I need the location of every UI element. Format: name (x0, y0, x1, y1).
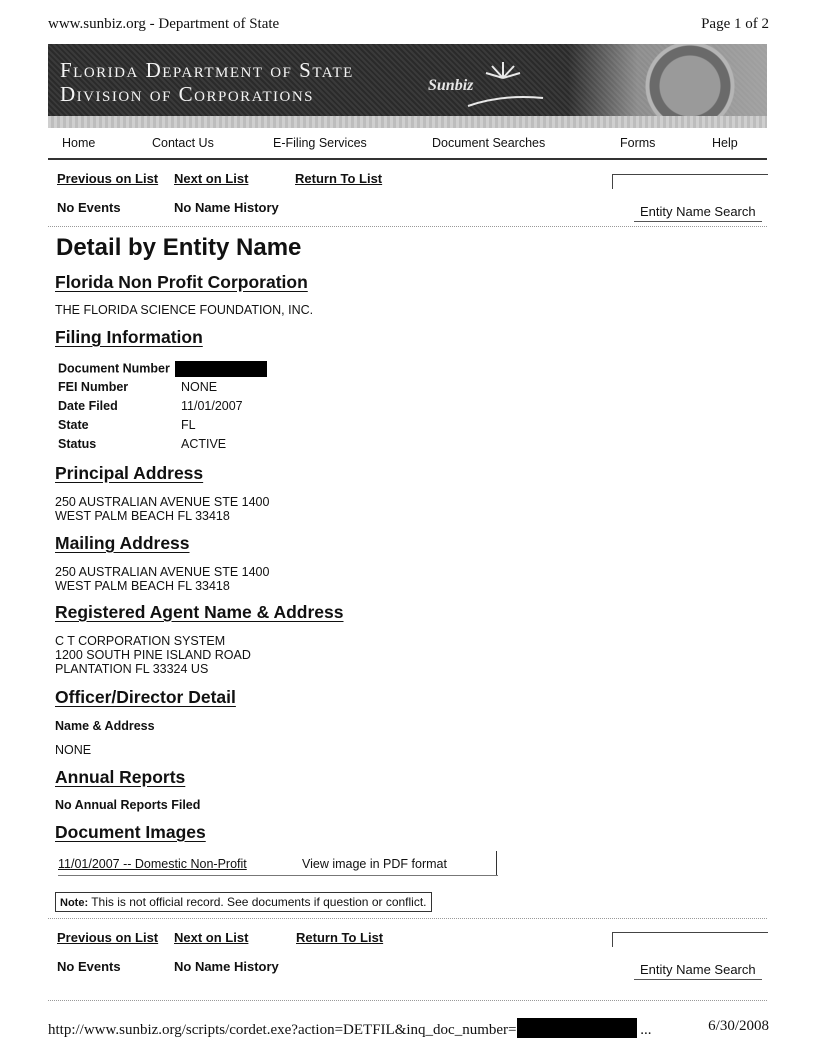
date-filed-label: Date Filed (58, 399, 118, 413)
main-nav (48, 128, 767, 160)
print-header-site: www.sunbiz.org - Department of State (48, 16, 280, 32)
no-events-text: No Events (57, 200, 121, 215)
page-title: Detail by Entity Name (56, 234, 302, 261)
banner-strip (48, 116, 767, 128)
status-value: ACTIVE (181, 437, 227, 451)
state-label: State (58, 418, 89, 432)
document-images-tick (496, 851, 497, 875)
divider (48, 1000, 767, 1001)
banner-title-line1: Florida Department of State (60, 58, 354, 82)
document-image-link[interactable]: 11/01/2007 -- Domestic Non-Profit (58, 857, 247, 871)
officer-value: NONE (55, 743, 92, 757)
print-footer-url: http://www.sunbiz.org/scripts/cordet.exe?action=DETFIL&inq_doc_number= (48, 1022, 517, 1038)
entity-name: THE FLORIDA SCIENCE FOUNDATION, INC. (55, 303, 314, 317)
note-text: This is not official record. See documents if question or conflict. (88, 895, 427, 909)
principal-address-line2: WEST PALM BEACH FL 33418 (55, 509, 230, 523)
nav-help[interactable]: Help (712, 136, 738, 150)
fei-number-label: FEI Number (58, 380, 129, 394)
officer-name-address-label: Name & Address (55, 719, 155, 733)
annual-reports-value: No Annual Reports Filed (55, 798, 201, 812)
state-value: FL (181, 418, 196, 432)
no-name-history-text-bottom: No Name History (174, 959, 279, 974)
principal-address-line1: 250 AUSTRALIAN AVENUE STE 1400 (55, 495, 270, 509)
nav-contact-us[interactable]: Contact Us (152, 136, 214, 150)
filing-info-heading: Filing Information (55, 327, 203, 347)
redacted-document-number (175, 361, 267, 377)
date-filed-value: 11/01/2007 (181, 399, 243, 413)
return-to-list-link-bottom[interactable]: Return To List (296, 930, 384, 945)
entity-name-search-button-bottom[interactable]: Entity Name Search (634, 960, 762, 980)
document-images-heading: Document Images (55, 822, 206, 842)
view-pdf-link[interactable]: View image in PDF format (302, 857, 447, 871)
return-to-list-link[interactable]: Return To List (295, 171, 383, 186)
annual-reports-heading: Annual Reports (55, 767, 186, 787)
mailing-address-heading: Mailing Address (55, 533, 190, 553)
officer-director-heading: Officer/Director Detail (55, 687, 236, 707)
fei-number-value: NONE (181, 380, 218, 394)
print-footer-date: 6/30/2008 (708, 1018, 769, 1034)
next-on-list-link[interactable]: Next on List (174, 171, 249, 186)
previous-on-list-link[interactable]: Previous on List (57, 171, 159, 186)
no-events-text-bottom: No Events (57, 959, 121, 974)
agent-line1: C T CORPORATION SYSTEM (55, 634, 226, 648)
document-number-label: Document Number (58, 361, 267, 377)
print-header (48, 16, 769, 36)
redacted-url-part (517, 1018, 637, 1038)
print-page-number: Page 1 of 2 (701, 16, 769, 32)
site-banner (48, 44, 767, 128)
document-images-rule (58, 875, 498, 876)
agent-line3: PLANTATION FL 33324 US (55, 662, 209, 676)
registered-agent-heading: Registered Agent Name & Address (55, 602, 344, 622)
mailing-address-line2: WEST PALM BEACH FL 33418 (55, 579, 230, 593)
divider (48, 226, 767, 227)
nav-document-searches[interactable]: Document Searches (432, 136, 546, 150)
entity-type-heading: Florida Non Profit Corporation (55, 272, 308, 292)
disclaimer-note (55, 892, 432, 912)
entity-search-input-bottom[interactable] (612, 932, 768, 947)
sunbiz-logo[interactable]: Sunbiz (428, 77, 474, 94)
print-footer-ellipsis: ... (640, 1022, 652, 1038)
note-label: Note: (60, 897, 89, 909)
divider (48, 918, 767, 919)
banner-title-line2: Division of Corporations (60, 82, 315, 106)
print-footer-url-wrap (48, 1018, 652, 1039)
principal-address-heading: Principal Address (55, 463, 204, 483)
nav-forms[interactable]: Forms (620, 136, 656, 150)
nav-home[interactable]: Home (62, 136, 96, 150)
nav-efiling-services[interactable]: E-Filing Services (273, 136, 367, 150)
previous-on-list-link-bottom[interactable]: Previous on List (57, 930, 159, 945)
no-name-history-text: No Name History (174, 200, 279, 215)
mailing-address-line1: 250 AUSTRALIAN AVENUE STE 1400 (55, 565, 270, 579)
entity-search-input[interactable] (612, 174, 768, 189)
agent-line2: 1200 SOUTH PINE ISLAND ROAD (55, 648, 251, 662)
status-label: Status (58, 437, 97, 451)
entity-name-search-button[interactable]: Entity Name Search (634, 202, 762, 222)
next-on-list-link-bottom[interactable]: Next on List (174, 930, 249, 945)
print-footer (48, 1018, 769, 1038)
